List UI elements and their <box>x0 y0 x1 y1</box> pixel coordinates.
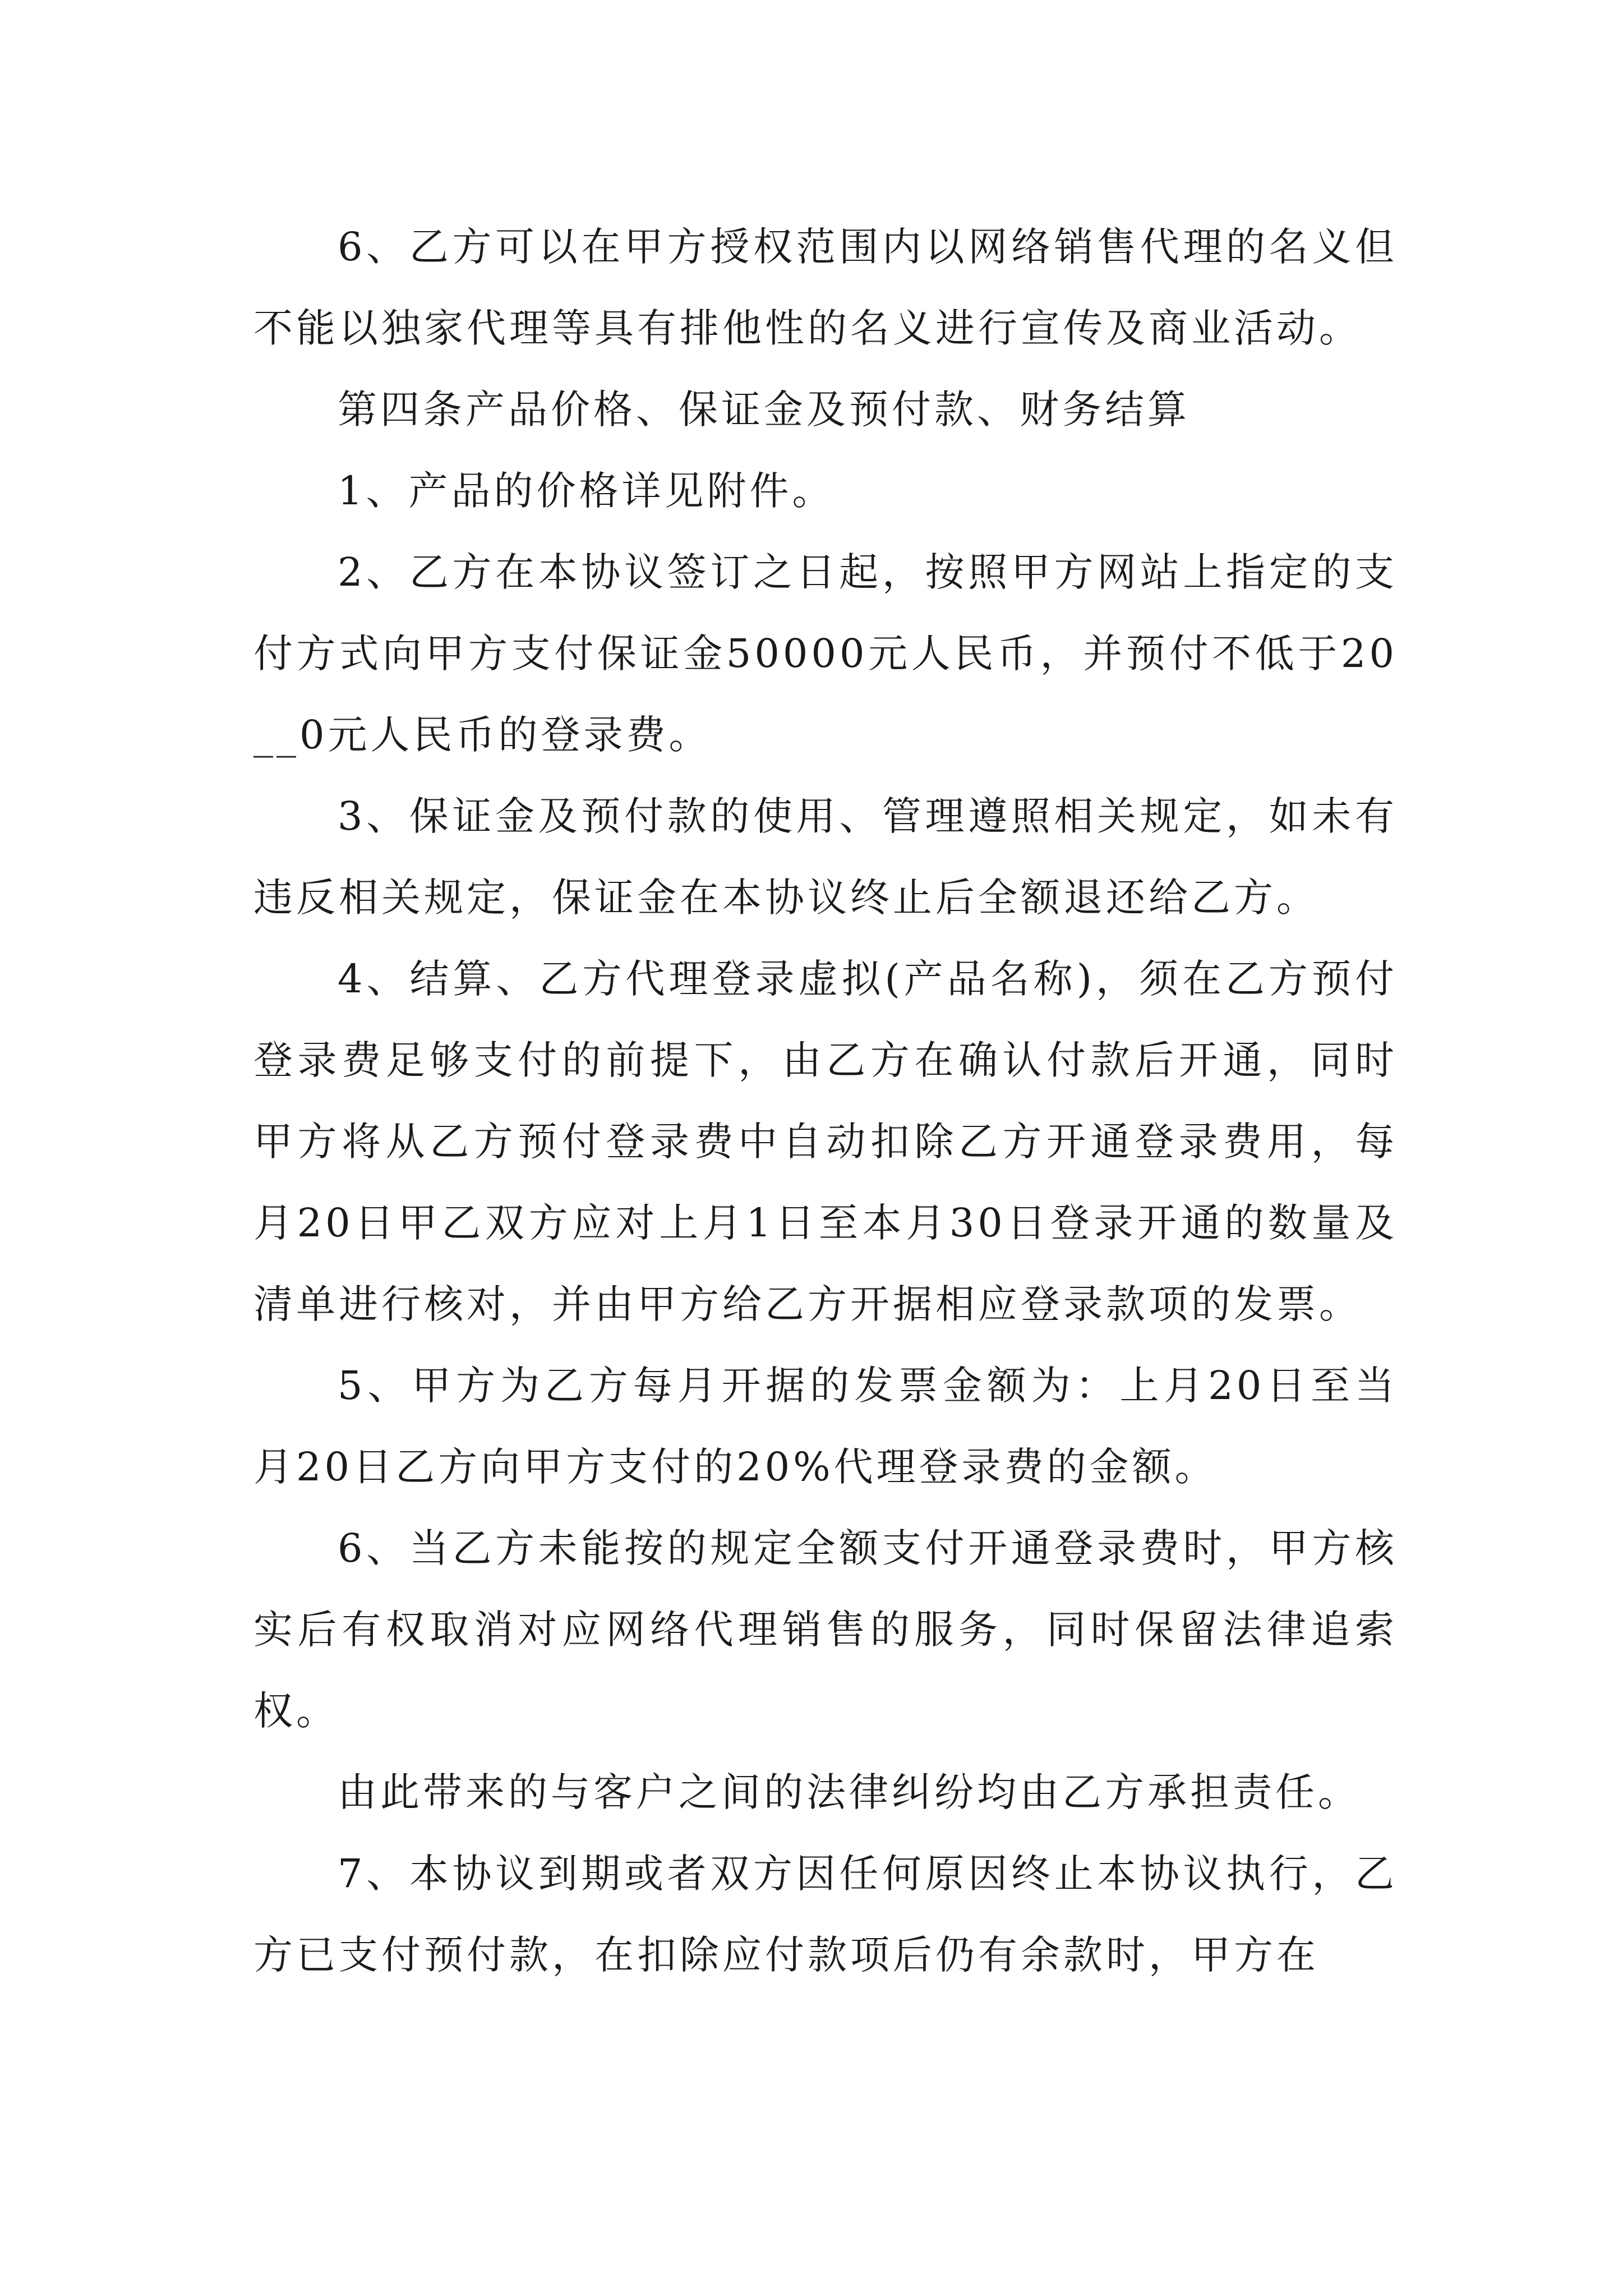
article-4-heading: 第四条产品价格、保证金及预付款、财务结算 <box>338 386 1190 432</box>
clause-4-2-paragraph: 2、乙方在本协议签订之日起，按照甲方网站上指定的支付方式向甲方支付保证金50000元人民币，并预付不低于20__0元人民币的登录费。 <box>253 549 1398 758</box>
liability-paragraph: 由此带来的与客户之间的法律纠纷均由乙方承担责任。 <box>338 1769 1361 1815</box>
clause-4-4-paragraph: 4、结算、乙方代理登录虚拟(产品名称)，须在乙方预付登录费足够支付的前提下，由乙方在确认付款后开通，同时甲方将从乙方预付登录费中自动扣除乙方开通登录费用，每月20日甲乙双方应对上月1日至本月30日登录开通的数量及清单进行核对，并由甲方给乙方开据相应登录款项的发票。 <box>253 956 1398 1327</box>
clause-4-1-paragraph: 1、产品的价格详见附件。 <box>338 468 835 514</box>
document-body <box>253 206 1398 1996</box>
clause-4-5-paragraph: 5、甲方为乙方每月开据的发票金额为：上月20日至当月20日乙方向甲方支付的20%代理登录费的金额。 <box>253 1363 1398 1490</box>
clause-4-3-paragraph: 3、保证金及预付款的使用、管理遵照相关规定，如未有违反相关规定，保证金在本协议终止后全额退还给乙方。 <box>253 793 1398 921</box>
clause-4-6-paragraph: 6、当乙方未能按的规定全额支付开通登录费时，甲方核实后有权取消对应网络代理销售的服务，同时保留法律追索权。 <box>253 1525 1398 1734</box>
clause-4-7-paragraph: 7、本协议到期或者双方因任何原因终止本协议执行，乙方已支付预付款，在扣除应付款项后仍有余款时，甲方在 <box>253 1851 1398 1978</box>
clause-3-6-paragraph: 6、乙方可以在甲方授权范围内以网络销售代理的名义但不能以独家代理等具有排他性的名义进行宣传及商业活动。 <box>253 224 1398 351</box>
